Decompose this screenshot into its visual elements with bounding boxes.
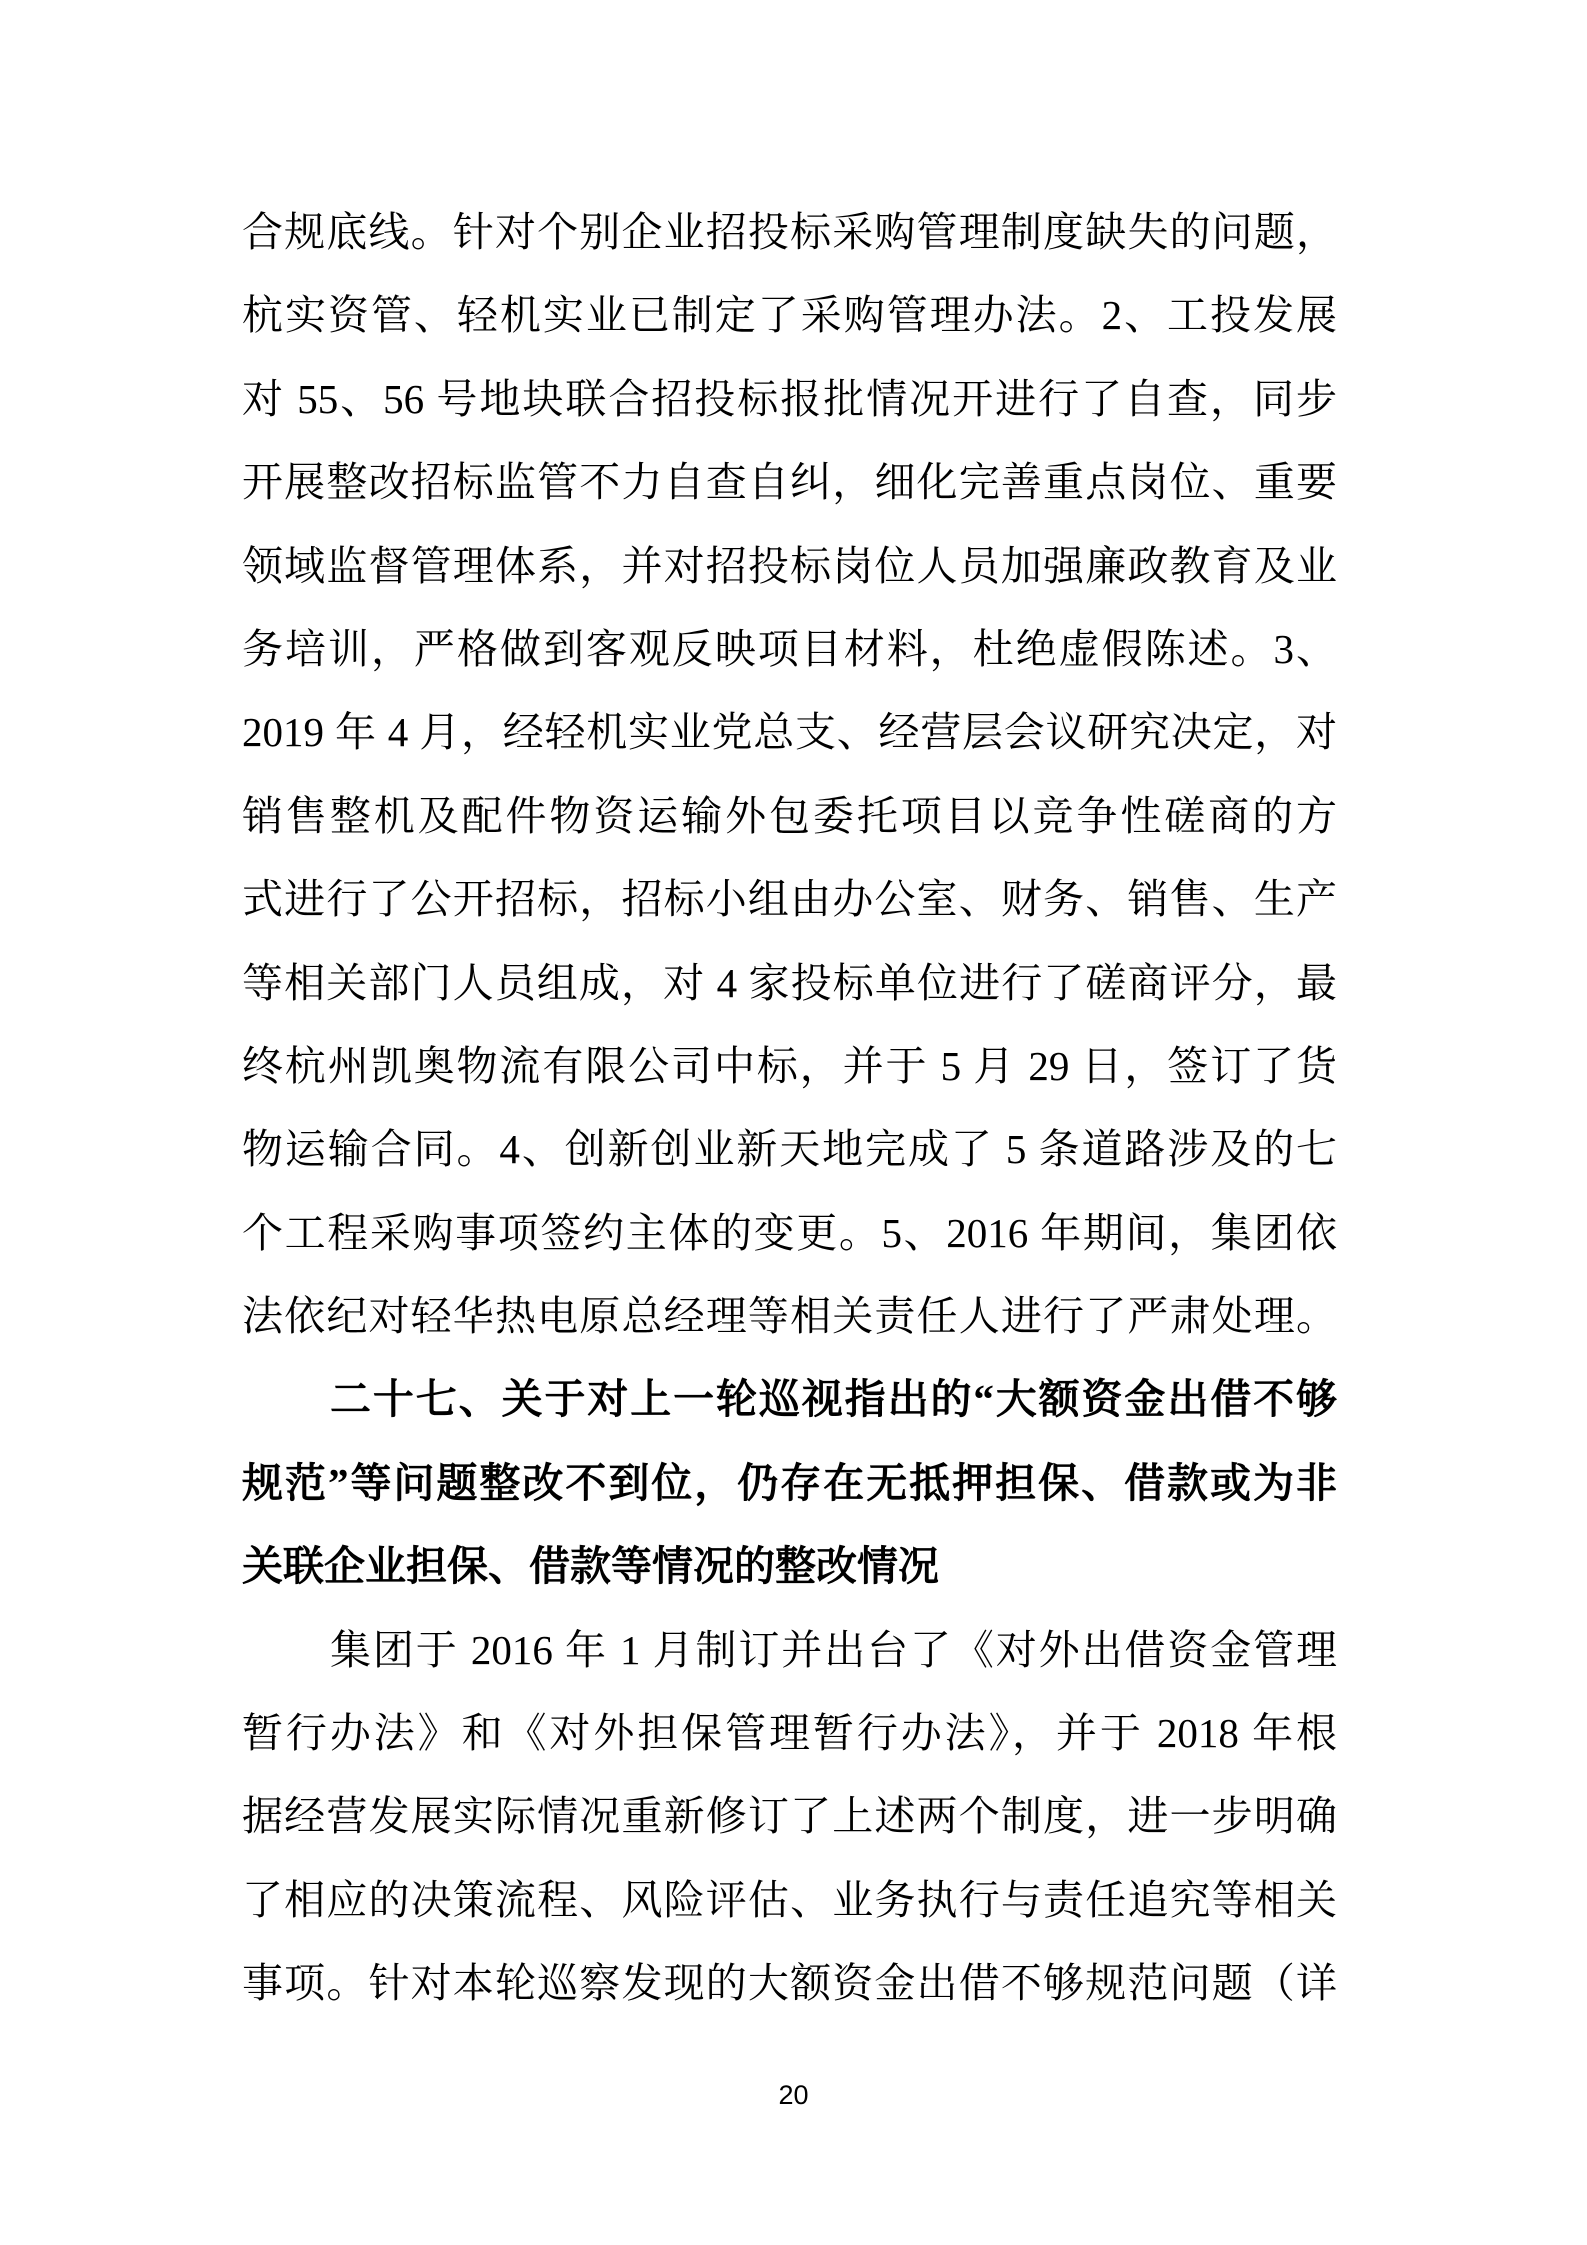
text-line: 销售整机及配件物资运输外包委托项目以竞争性磋商的方 xyxy=(242,792,1337,839)
text-line: 规范”等问题整改不到位，仍存在无抵押担保、借款或为非 xyxy=(242,1459,1337,1506)
text-line: 对 55、56 号地块联合招投标报批情况开进行了自查，同步 xyxy=(242,375,1337,422)
text-line: 了相应的决策流程、风险评估、业务执行与责任追究等相关 xyxy=(242,1876,1337,1923)
text-line: 领域监督管理体系，并对招投标岗位人员加强廉政教育及业 xyxy=(242,542,1337,589)
text-line: 暂行办法》和《对外担保管理暂行办法》，并于 2018 年根 xyxy=(242,1710,1337,1757)
body-paragraph-continued xyxy=(242,191,1337,1358)
page-number: 20 xyxy=(778,2080,809,2110)
text-line: 合规底线。针对个别企业招投标采购管理制度缺失的问题， xyxy=(242,209,1337,255)
text-block xyxy=(242,191,1337,2026)
text-line: 个工程采购事项签约主体的变更。5、2016 年期间，集团依 xyxy=(242,1209,1337,1256)
text-line: 等相关部门人员组成，对 4 家投标单位进行了磋商评分，最 xyxy=(242,959,1337,1006)
text-line: 二十七、关于对上一轮巡视指出的“大额资金出借不够 xyxy=(330,1376,1337,1423)
text-line: 法依纪对轻华热电原总经理等相关责任人进行了严肃处理。 xyxy=(242,1293,1337,1340)
text-line: 据经营发展实际情况重新修订了上述两个制度，进一步明确 xyxy=(242,1793,1337,1840)
text-line: 杭实资管、轻机实业已制定了采购管理办法。2、工投发展 xyxy=(242,292,1337,339)
text-line: 终杭州凯奥物流有限公司中标，并于 5 月 29 日，签订了货 xyxy=(242,1042,1337,1089)
text-line: 式进行了公开招标，招标小组由办公室、财务、销售、生产 xyxy=(242,876,1337,923)
text-line: 关联企业担保、借款等情况的整改情况 xyxy=(242,1543,939,1590)
text-line: 集团于 2016 年 1 月制订并出台了《对外出借资金管理 xyxy=(330,1626,1337,1673)
text-line: 2019 年 4 月，经轻机实业党总支、经营层会议研究决定，对 xyxy=(242,709,1337,756)
text-line: 开展整改招标监管不力自查自纠，细化完善重点岗位、重要 xyxy=(242,459,1337,506)
text-line: 事项。针对本轮巡察发现的大额资金出借不够规范问题（详 xyxy=(242,1960,1337,2007)
text-line: 物运输合同。4、创新创业新天地完成了 5 条道路涉及的七 xyxy=(242,1126,1337,1173)
text-line: 务培训，严格做到客观反映项目材料，杜绝虚假陈述。3、 xyxy=(242,625,1337,672)
section-heading xyxy=(242,1358,1337,1608)
body-paragraph xyxy=(242,1609,1337,2026)
